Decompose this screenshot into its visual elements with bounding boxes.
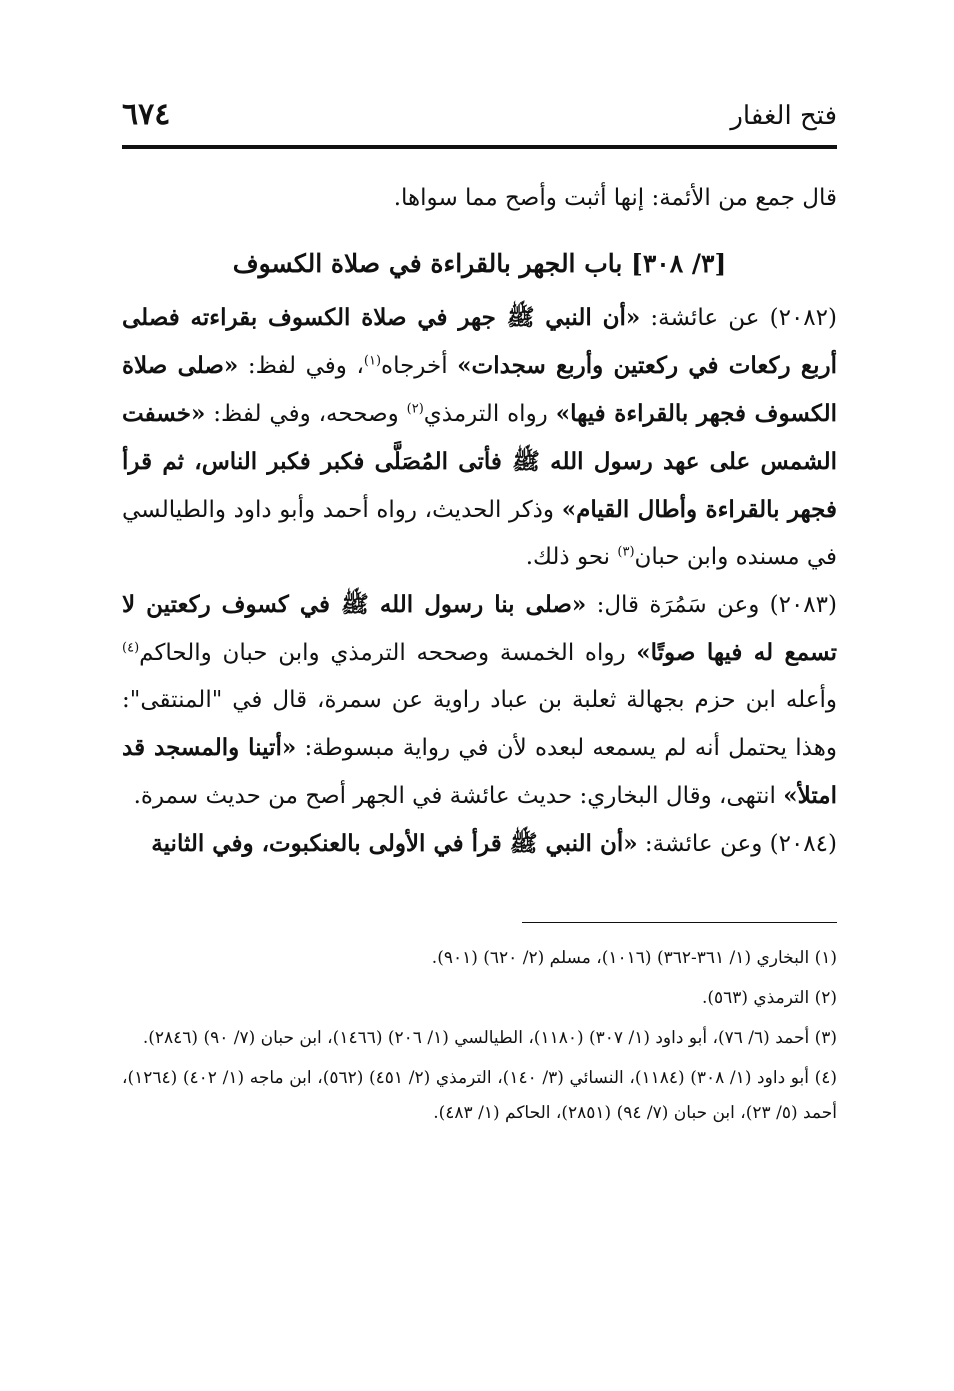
header-rule — [122, 145, 837, 149]
running-title: فتح الغفار — [730, 101, 837, 131]
hadith-text: رواه الخمسة وصححه الترمذي وابن حبان والحاكم — [139, 640, 637, 666]
hadith-text: (٢٠٨٣) وعن سَمُرَة قال: — [586, 592, 837, 618]
footnote-ref: (٤) — [122, 640, 140, 656]
hadith-2082 — [122, 294, 837, 581]
hadith-quote: «صلى صلاة الكسوف فجهر بالقراءة فيها» — [122, 352, 837, 427]
footnote-1: (١) البخاري (١/ ٣٦١-٣٦٢) (١٠١٦)، مسلم (٢/ ٦٢٠) (٩٠١). — [431, 948, 837, 968]
footnote-4: (٤) أبو داود (١/ ٣٠٨) (١١٨٤)، النسائي (٣/ ١٤٠)، الترمذي (٢/ ٤٥١) (٥٦٢)، ابن ماجه (١/ ٤٠٢) (١٢٦٤)، أحمد (٥/ ٢٣)، ابن حبان (٧/ ٩٤) (٢٨٥١)، الحاكم (١/ ٤٨٣). — [122, 1068, 838, 1123]
page-number: ٦٧٤ — [122, 97, 171, 132]
hadith-text: أخرجاه — [381, 353, 458, 379]
hadith-text: وصححه، وفي لفظ: — [205, 401, 407, 427]
footnote-ref: (٢) — [406, 401, 424, 417]
hadith-text: وأعله ابن حزم بجهالة ثعلبة بن عباد راوية عن سمرة، قال في "المنتقى": وهذا يحتمل أنه لم يسمعه لبعده لأن في رواية مبسوطة: — [122, 687, 837, 761]
footnote-2: (٢) الترمذي (٥٦٣). — [701, 988, 837, 1008]
hadith-quote: «أن النبي ﷺ جهر في صلاة الكسوف بقراءته فصلى أربع ركعات في ركعتين وأربع سجدات» — [122, 304, 837, 379]
footnote-rule — [522, 922, 837, 923]
hadith-text: (٢٠٨٤) وعن عائشة: — [637, 831, 837, 857]
book-page — [122, 95, 837, 1136]
footnotes — [122, 941, 837, 1131]
intro-line: قال جمع من الأئمة: إنها أثبت وأصح مما سواها. — [393, 185, 837, 211]
hadith-quote: «خسفت الشمس على عهد رسول الله ﷺ فأتى المُصَلَّى فكبر فكبر الناس، ثم قرأ فجهر بالقراءة وأطال القيام» — [122, 400, 837, 523]
hadith-text: نحو ذلك. — [525, 544, 618, 570]
hadith-quote: «صلى بنا رسول الله ﷺ في كسوف ركعتين لا تسمع له فيها صوتًا» — [122, 591, 837, 666]
chapter-title: [٣/ ٣٠٨] باب الجهر بالقراءة في صلاة الكسوف — [232, 249, 727, 278]
hadith-2083 — [122, 581, 837, 820]
hadith-text: (٢٠٨٢) عن عائشة: — [640, 305, 837, 331]
hadith-text: انتهى، وقال البخاري: حديث عائشة في الجهر أصح من حديث سمرة. — [133, 783, 784, 809]
footnote-ref: (١) — [363, 353, 382, 369]
hadith-text: ، وفي لفظ: — [238, 353, 364, 379]
hadith-quote: «أن النبي ﷺ قرأ في الأولى بالعنكبوت، وفي الثانية — [151, 830, 638, 857]
hadith-quote: «أتينا والمسجد قد امتلأ» — [122, 734, 837, 809]
hadith-text: رواه الترمذي — [423, 401, 556, 427]
hadith-2084 — [122, 820, 837, 868]
running-header — [122, 95, 837, 143]
footnote-ref: (٣) — [617, 544, 635, 560]
footnote-3: (٣) أحمد (٦/ ٧٦)، أبو داود (١/ ٣٠٧) (١١٨٠)، الطيالسي (١/ ٢٠٦) (١٤٦٦)، ابن حبان (٧/ ٩٠) (٢٨٤٦). — [142, 1028, 837, 1048]
hadith-text: وذكر الحديث، رواه أحمد وأبو داود والطيالسي في مسنده وابن حبان — [122, 497, 837, 570]
